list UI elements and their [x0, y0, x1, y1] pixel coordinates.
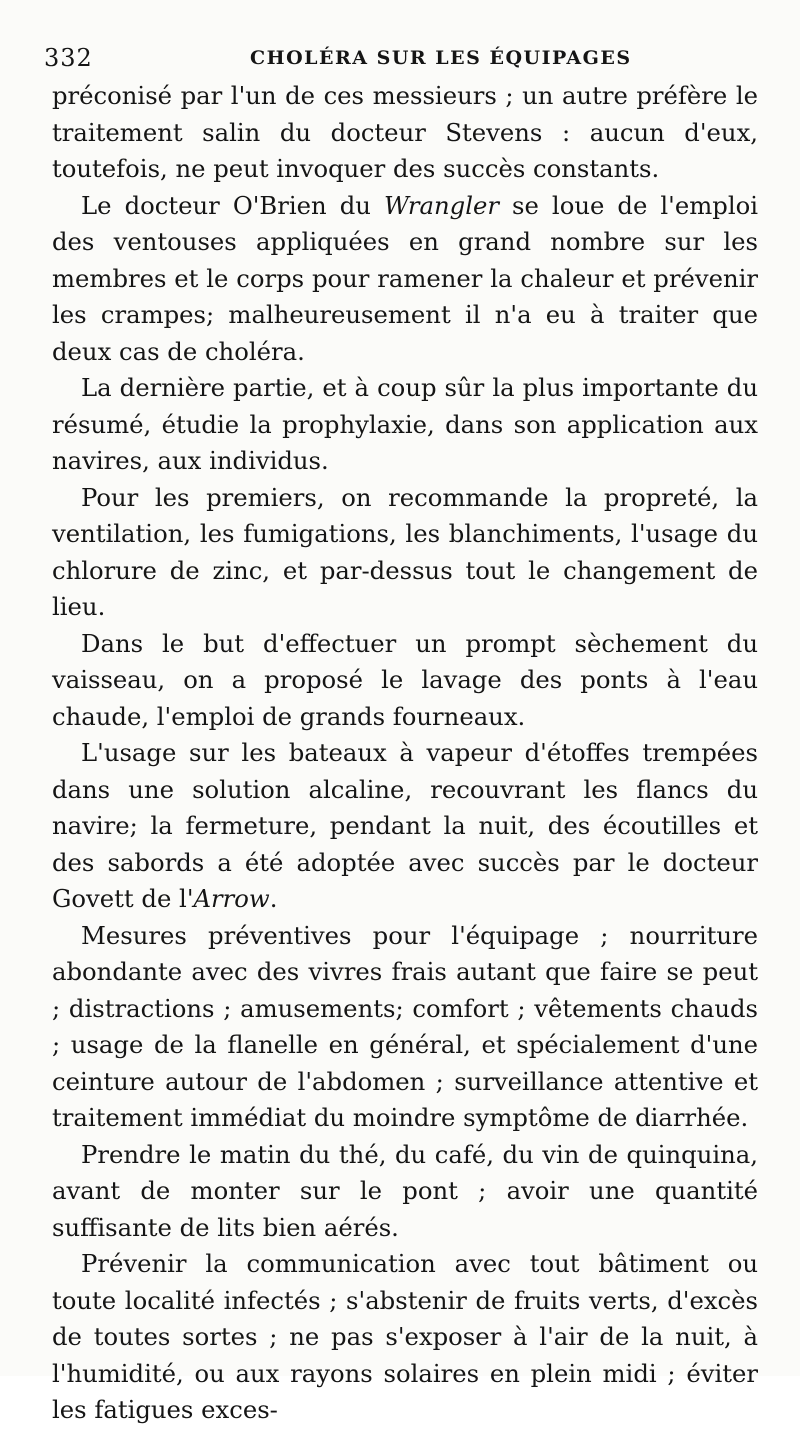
page-header [44, 44, 764, 78]
page-number: 332 [44, 44, 93, 72]
ship-name: Arrow [193, 884, 270, 913]
paragraph: Prendre le matin du thé, du café, du vin de quinquina, avant de monter sur le pont ; avoir une quantité suffisante de lits bien aérés. [52, 1139, 758, 1242]
paragraph: Prévenir la communication avec tout bâtiment ou toute localité infectés ; s'abstenir de fruits verts, d'excès de toutes sortes ; ne pas s'exposer à l'air de la nuit, à l'humidité, ou aux rayons solaires en plein midi ; éviter les fatigues exces- [52, 1249, 758, 1424]
ship-name: Wrangler [384, 190, 499, 220]
paragraph: Dans le but d'effectuer un prompt sèchement du vaisseau, on a proposé le lavage des ponts à l'eau chaude, l'emploi de grands fourneaux. [52, 628, 758, 731]
running-title: CHOLÉRA SUR LES ÉQUIPAGES [250, 47, 632, 69]
paragraph: L'usage sur les bateaux à vapeur d'étoffes trempées dans une solution alcaline, recouvrant les flancs du navire; la fermeture, pendant la nuit, des écoutilles et des sabords a été adoptée avec succès par le docteur Govett de l'Arrow. [52, 738, 758, 913]
body-text [52, 78, 758, 1429]
paragraph: La dernière partie, et à coup sûr la plus importante du résumé, étudie la prophylaxie, dans son application aux navires, aux individus. [52, 373, 758, 475]
paragraph: Le docteur O'Brien du Wrangler se loue de l'emploi des ventouses appliquées en grand nombre sur les membres et le corps pour ramener la chaleur et prévenir les crampes; malheureusement il n'a eu à traiter que deux cas de choléra. [52, 190, 758, 366]
paragraph: Pour les premiers, on recommande la propreté, la ventilation, les fumigations, les blanchiments, l'usage du chlorure de zinc, et par-dessus tout le changement de lieu. [52, 482, 758, 621]
paragraph: préconisé par l'un de ces messieurs ; un autre préfère le traitement salin du docteur Stevens : aucun d'eux, toutefois, ne peut invoquer des succès constants. [52, 81, 758, 183]
paragraph: Mesures préventives pour l'équipage ; nourriture abondante avec des vivres frais autant que faire se peut ; distractions ; amusements; comfort ; vêtements chauds ; usage de la flanelle en général, et spécialement d'une ceinture autour de l'abdomen ; surveillance attentive et traitement immédiat du moindre symptôme de diarrhée. [52, 920, 758, 1132]
